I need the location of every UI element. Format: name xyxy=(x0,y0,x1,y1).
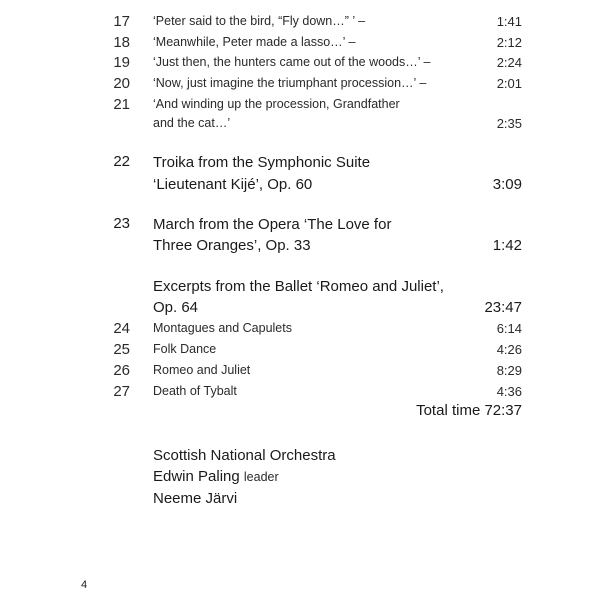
leader-name: Edwin Paling xyxy=(153,468,240,485)
track-number: 23 xyxy=(113,215,130,232)
orchestra-name: Scottish National Orchestra xyxy=(153,447,336,464)
work-title-line1: March from the Opera ‘The Love for xyxy=(153,216,392,233)
track-duration: 2:12 xyxy=(496,35,522,50)
page-number: 4 xyxy=(81,579,88,591)
track-title-line1: ‘And winding up the procession, Grandfather xyxy=(153,97,400,111)
track-duration: 2:01 xyxy=(496,76,522,91)
track-number: 19 xyxy=(113,54,130,71)
work-title-line2: Op. 64 xyxy=(153,299,199,316)
work-title-line2: ‘Lieutenant Kijé’, Op. 60 xyxy=(153,176,313,193)
track-duration: 1:42 xyxy=(492,237,522,254)
track-title: Folk Dance xyxy=(153,342,217,356)
track-number: 26 xyxy=(113,362,130,379)
work-duration: 23:47 xyxy=(484,299,522,316)
track-number: 27 xyxy=(113,383,130,400)
track-number: 21 xyxy=(113,96,130,113)
track-duration: 8:29 xyxy=(496,363,522,378)
track-duration: 2:24 xyxy=(496,55,522,70)
track-duration: 1:41 xyxy=(496,14,522,29)
track-title: Romeo and Juliet xyxy=(153,363,251,377)
work-title-line2: Three Oranges’, Op. 33 xyxy=(153,237,311,254)
track-duration: 2:35 xyxy=(496,116,522,131)
track-duration: 4:36 xyxy=(496,384,522,399)
track-number: 24 xyxy=(113,320,130,337)
track-title: ‘Meanwhile, Peter made a lasso…’ – xyxy=(153,35,356,49)
conductor-name: Neeme Järvi xyxy=(153,490,238,507)
track-title: ‘Just then, the hunters came out of the woods…’ – xyxy=(153,55,431,69)
track-number: 20 xyxy=(113,75,130,92)
track-number: 17 xyxy=(113,13,130,30)
track-number: 25 xyxy=(113,341,130,358)
track-title: ‘Peter said to the bird, “Fly down…” ’ – xyxy=(153,14,366,28)
track-title: ‘Now, just imagine the triumphant procession…’ – xyxy=(153,76,427,90)
track-title: Montagues and Capulets xyxy=(153,321,292,335)
leader-credit xyxy=(153,466,513,488)
credits xyxy=(153,445,513,509)
track-duration: 6:14 xyxy=(496,321,522,336)
track-number: 18 xyxy=(113,34,130,51)
leader-role: leader xyxy=(243,470,279,484)
track-title: Death of Tybalt xyxy=(153,384,237,398)
track-duration: 4:26 xyxy=(496,342,522,357)
track-title-line2: and the cat…’ xyxy=(153,116,231,130)
track-duration: 3:09 xyxy=(492,176,522,193)
total-time: Total time 72:37 xyxy=(416,402,522,419)
work-title-line1: Excerpts from the Ballet ‘Romeo and Juliet’, xyxy=(153,278,444,295)
work-title-line1: Troika from the Symphonic Suite xyxy=(153,154,371,171)
track-number: 22 xyxy=(113,153,130,170)
